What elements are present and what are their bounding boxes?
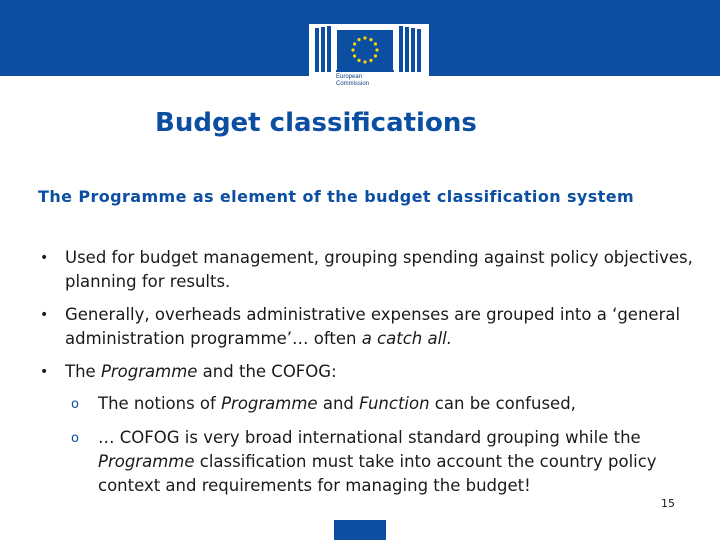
hollow-circle-bullet-icon: o (71, 431, 79, 446)
sub-bullet-text: The notions of (98, 394, 222, 413)
sub-bullet-text: classification must take into account the country policy context and requirements for managing the budget! (98, 452, 657, 495)
bullet-item (38, 246, 698, 294)
hollow-circle-bullet-icon: o (71, 397, 79, 412)
slide-title: Budget classifications (155, 108, 477, 138)
sub-bullet-text: can be confused, (429, 394, 576, 413)
slide-subtitle: The Programme as element of the budget classification system (38, 187, 635, 206)
footer-tab (334, 520, 386, 540)
logo-caption (336, 74, 396, 88)
bullet-emphasis: a catch all. (361, 329, 452, 348)
sub-bullet-emphasis: Function (359, 394, 430, 413)
bullet-item (38, 303, 698, 351)
bullet-item (38, 360, 698, 498)
sub-bullet-text: and (317, 394, 360, 413)
logo-caption-line2: Commission (336, 81, 370, 87)
bullet-text: Generally, overheads administrative expenses are grouped into a ‘general administration programme’… often (65, 305, 681, 348)
sub-bullet-list (65, 392, 698, 498)
sub-bullet-emphasis: Programme (221, 394, 318, 413)
sub-bullet-emphasis: Programme (98, 452, 195, 471)
bullet-text: Used for budget management, grouping spending against policy objectives, planning for results. (65, 248, 693, 291)
sub-bullet-item (65, 392, 698, 416)
bullet-dot-icon: • (40, 307, 49, 323)
bullet-text: and the COFOG: (197, 362, 337, 381)
bullet-emphasis: Programme (100, 362, 198, 381)
sub-bullet-item (65, 426, 698, 498)
bullet-dot-icon: • (40, 364, 49, 380)
bullet-text: The (65, 362, 101, 381)
logo-caption-line1: European (336, 74, 363, 80)
bullet-list (38, 246, 698, 508)
sub-bullet-text: … COFOG is very broad international standard grouping while the (98, 428, 641, 447)
page-number: 15 (661, 497, 675, 510)
bullet-dot-icon: • (40, 250, 49, 266)
